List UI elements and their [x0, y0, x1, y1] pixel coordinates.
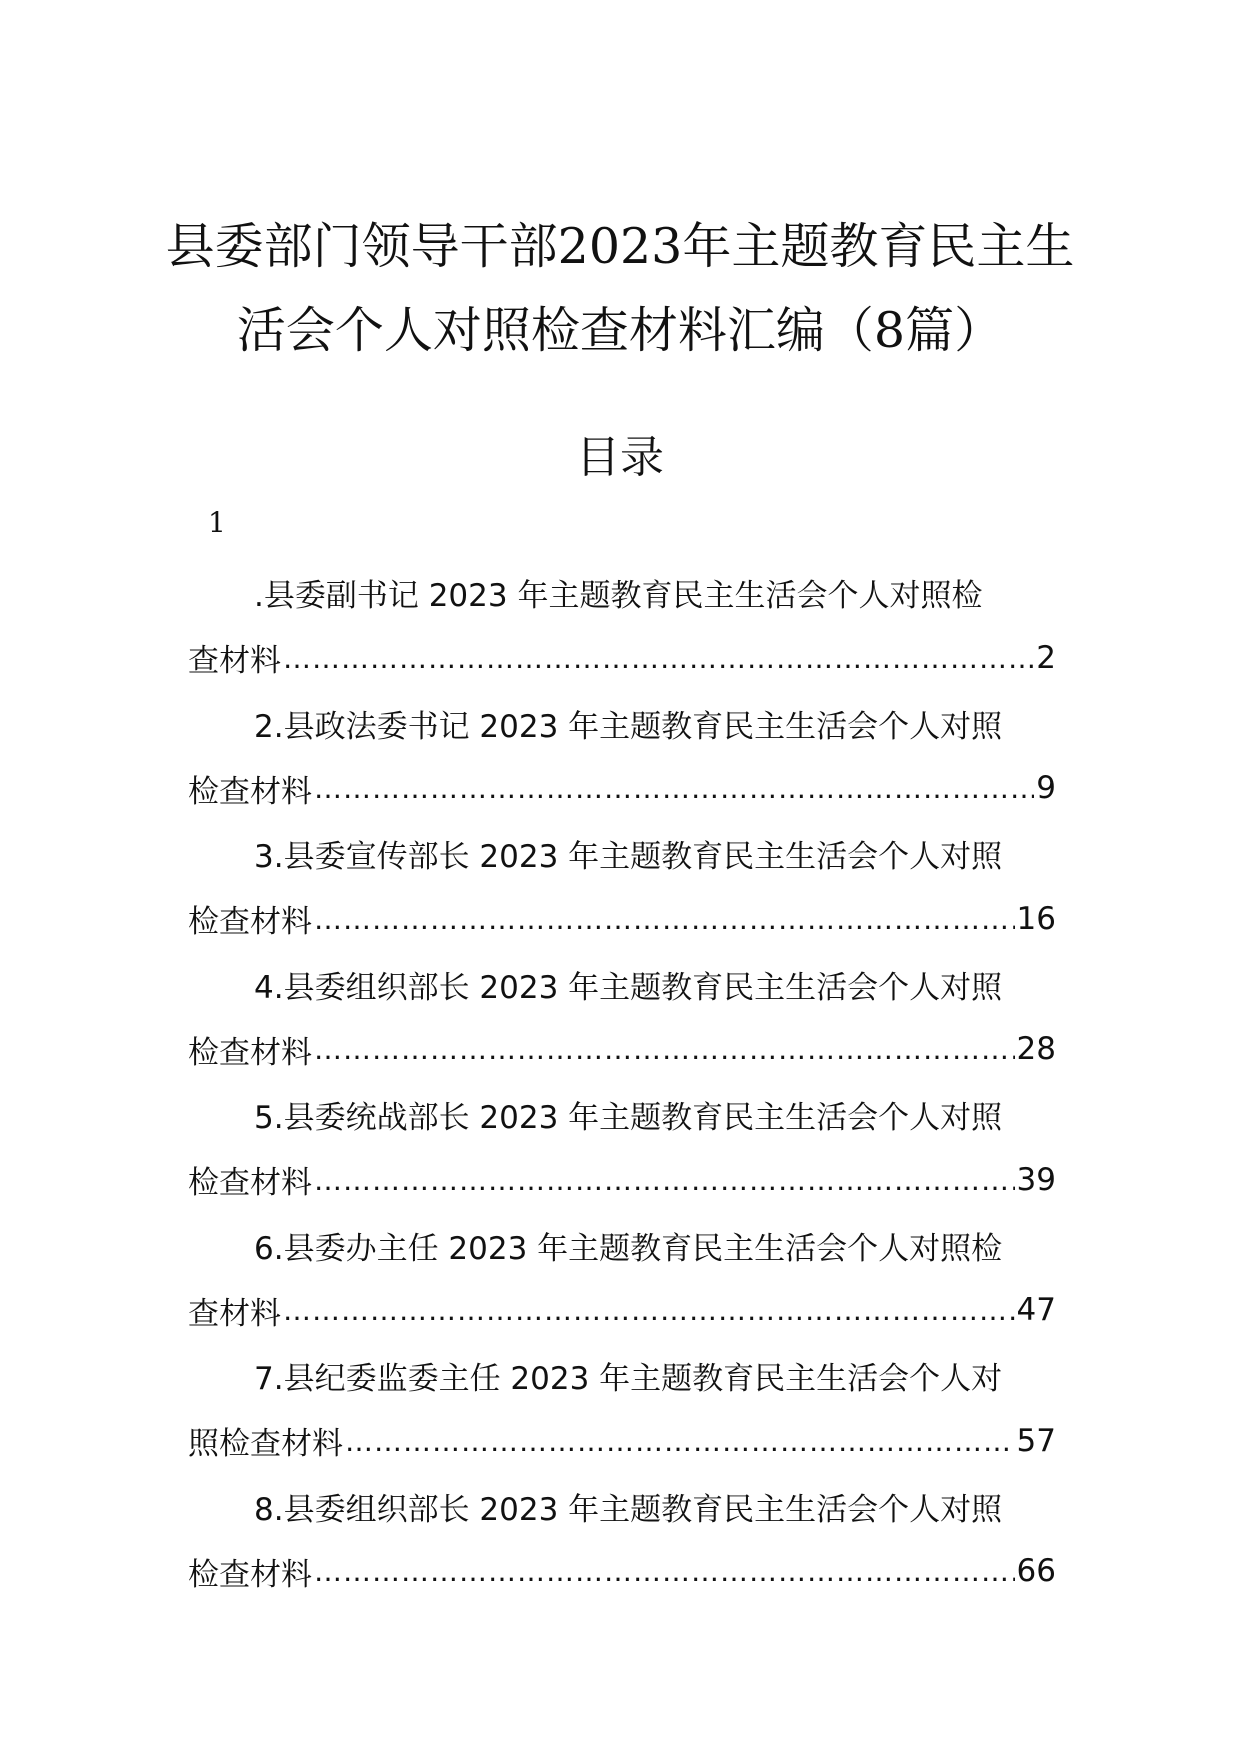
toc-entry-title-cont: 查材料: [188, 643, 281, 679]
toc-dot-leader: [314, 770, 1034, 806]
toc-page-number: 16: [1016, 900, 1056, 937]
toc-dot-leader: [314, 1162, 1015, 1198]
toc-entry-title: 2.县政法委书记 2023 年主题教育民主生活会个人对照: [254, 708, 1003, 745]
toc-entry-title-cont: 检查材料: [188, 904, 312, 940]
toc-entry-title: .县委副书记 2023 年主题教育民主生活会个人对照检: [254, 578, 983, 614]
toc-page-number: 28: [1016, 1031, 1056, 1067]
toc-dot-leader: [283, 640, 1034, 676]
title-line-1: 县委部门领导干部2023年主题教育民主生: [165, 218, 1075, 275]
toc-page-number: 57: [1016, 1422, 1056, 1459]
toc-page-number: 66: [1016, 1553, 1056, 1589]
toc-entry-title-cont: 查材料: [188, 1295, 281, 1332]
toc-entry-7[interactable]: [188, 1343, 1056, 1474]
toc-dot-leader: [314, 1031, 1015, 1067]
toc-entry-8[interactable]: [188, 1474, 1056, 1605]
toc-entry-4[interactable]: [188, 952, 1056, 1083]
toc-page-number: 2: [1036, 639, 1056, 676]
toc-page-number: 47: [1016, 1292, 1056, 1328]
toc-entry-title-cont: 检查材料: [188, 1556, 312, 1593]
toc-entry-1[interactable]: [188, 560, 1056, 691]
toc-dot-leader: [345, 1423, 1015, 1459]
toc-dot-leader: [314, 901, 1015, 937]
toc-page-number: 39: [1016, 1161, 1056, 1198]
toc-entry-title-cont: 检查材料: [188, 1034, 312, 1071]
toc-entry-6[interactable]: [188, 1213, 1056, 1344]
toc-entry-title-cont: 检查材料: [188, 773, 312, 810]
toc-entry-title: 7.县纪委监委主任 2023 年主题教育民主生活会个人对: [254, 1361, 1003, 1397]
toc-entry-3[interactable]: [188, 821, 1056, 952]
title-line-2: 活会个人对照检查材料汇编（8篇）: [236, 302, 1004, 359]
toc-entry-title: 6.县委办主任 2023 年主题教育民主生活会个人对照检: [254, 1230, 1003, 1267]
toc-heading: 目录: [576, 432, 664, 483]
toc-entry-2[interactable]: [188, 691, 1056, 822]
toc-entry-title-cont: 检查材料: [188, 1165, 312, 1201]
table-of-contents: [188, 560, 1056, 1604]
toc-entry-5[interactable]: [188, 1082, 1056, 1213]
document-title: [160, 205, 1080, 373]
toc-entry-title: 5.县委统战部长 2023 年主题教育民主生活会个人对照: [254, 1100, 1003, 1136]
toc-page-number: 9: [1036, 770, 1056, 806]
toc-entry-title: 4.县委组织部长 2023 年主题教育民主生活会个人对照: [254, 969, 1003, 1006]
toc-entry-title-cont: 照检查材料: [188, 1426, 343, 1462]
stray-number: 1: [208, 506, 226, 539]
toc-entry-title: 3.县委宣传部长 2023 年主题教育民主生活会个人对照: [254, 839, 1003, 875]
toc-entry-title: 8.县委组织部长 2023 年主题教育民主生活会个人对照: [254, 1491, 1003, 1528]
toc-dot-leader: [314, 1553, 1015, 1589]
toc-dot-leader: [283, 1292, 1015, 1328]
